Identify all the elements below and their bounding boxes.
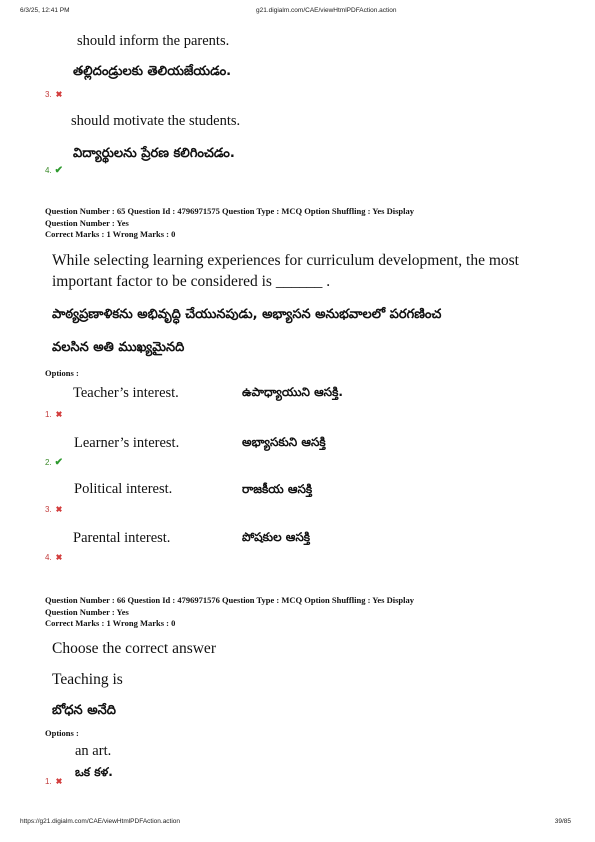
option-number: 4. — [45, 553, 52, 562]
q66-meta-line1: Question Number : 66 Question Id : 4796971576 Question Type : MCQ Option Shuffling : Yes Display — [45, 595, 415, 605]
option-number: 1. — [45, 410, 52, 419]
prev-option-4-en: should motivate the students. — [71, 113, 241, 129]
q65-options-label: Options : — [45, 368, 79, 378]
page-number: 39/85 — [554, 818, 571, 825]
prev-option-3-te: తల్లిదండ్రులకు తెలియజేయడం. — [73, 64, 232, 79]
q66-option-1-marker — [45, 771, 62, 789]
option-number: 2. — [45, 458, 52, 467]
wrong-icon: ✖ — [55, 505, 63, 514]
option-number: 3. — [45, 90, 52, 99]
q65-question-te-line1: పాఠ్యప్రణాళికను అభివృద్ధి చేయునపుడు, అభ్యాసన అనుభవాలలో పరగణించ — [52, 307, 442, 322]
q65-option-1-en: Teacher’s interest. — [73, 385, 179, 401]
wrong-icon: ✖ — [55, 777, 63, 786]
q65-meta-line3: Correct Marks : 1 Wrong Marks : 0 — [45, 229, 176, 239]
q65-meta-line2: Question Number : Yes — [45, 217, 129, 228]
wrong-icon: ✖ — [55, 410, 63, 419]
page-footer — [20, 818, 575, 830]
q65-option-2-en: Learner’s interest. — [74, 435, 180, 451]
q65-option-1-marker — [45, 404, 62, 422]
q65-option-4-en: Parental interest. — [73, 530, 171, 546]
q66-meta-line2: Question Number : Yes — [45, 606, 129, 617]
q66-instruction: Choose the correct answer — [52, 640, 216, 657]
q65-meta-line1: Question Number : 65 Question Id : 4796971575 Question Type : MCQ Option Shuffling : Yes Display — [45, 206, 415, 216]
page-header — [20, 7, 575, 19]
q66-options-label: Options : — [45, 728, 79, 738]
footer-url[interactable]: https://g21.digialm.com/CAE/viewHtmlPDFAction.action — [20, 818, 181, 825]
option-number: 3. — [45, 505, 52, 514]
header-datetime: 6/3/25, 12:41 PM — [20, 7, 70, 14]
prev-option-4-marker — [45, 160, 63, 178]
q65-option-2-te: అభ్యాసకుని ఆసక్తి — [242, 435, 326, 449]
q66-option-1-en: an art. — [75, 743, 112, 759]
q66-meta-line3: Correct Marks : 1 Wrong Marks : 0 — [45, 618, 176, 628]
q66-question-en: Teaching is — [52, 671, 123, 688]
q66-question-te: బోధన అనేది — [52, 703, 116, 718]
q65-meta — [45, 206, 565, 241]
q66-meta — [45, 595, 565, 630]
correct-icon: ✔ — [54, 457, 64, 468]
q65-option-4-marker — [45, 547, 62, 565]
wrong-icon: ✖ — [55, 90, 63, 99]
q65-option-1-te: ఉపాధ్యాయుని ఆసక్తి. — [242, 385, 343, 399]
q65-option-2-marker — [45, 452, 63, 470]
q65-option-3-marker — [45, 499, 62, 517]
correct-icon: ✔ — [54, 165, 64, 176]
q66-option-1-te: ఒక కళ. — [75, 765, 113, 779]
q65-option-4-te: పోషకుల ఆసక్తి — [242, 530, 311, 544]
q65-question-en: While selecting learning experiences for curriculum development, the most important factor to be considered is ______ . — [52, 252, 519, 290]
header-url: g21.digialm.com/CAE/viewHtmlPDFAction.action — [256, 7, 397, 14]
option-number: 4. — [45, 166, 52, 175]
q65-option-3-te: రాజకీయ ఆసక్తి — [242, 482, 313, 496]
q65-option-3-en: Political interest. — [74, 481, 173, 497]
wrong-icon: ✖ — [55, 553, 63, 562]
option-number: 1. — [45, 777, 52, 786]
prev-option-3-marker — [45, 84, 62, 102]
q65-question-te-line2: వలసిన అతి ముఖ్యమైనది — [52, 340, 185, 355]
prev-option-4-te: విద్యార్థులను ప్రేరణ కలిగించడం. — [73, 146, 235, 161]
prev-option-3-en: should inform the parents. — [77, 33, 230, 49]
